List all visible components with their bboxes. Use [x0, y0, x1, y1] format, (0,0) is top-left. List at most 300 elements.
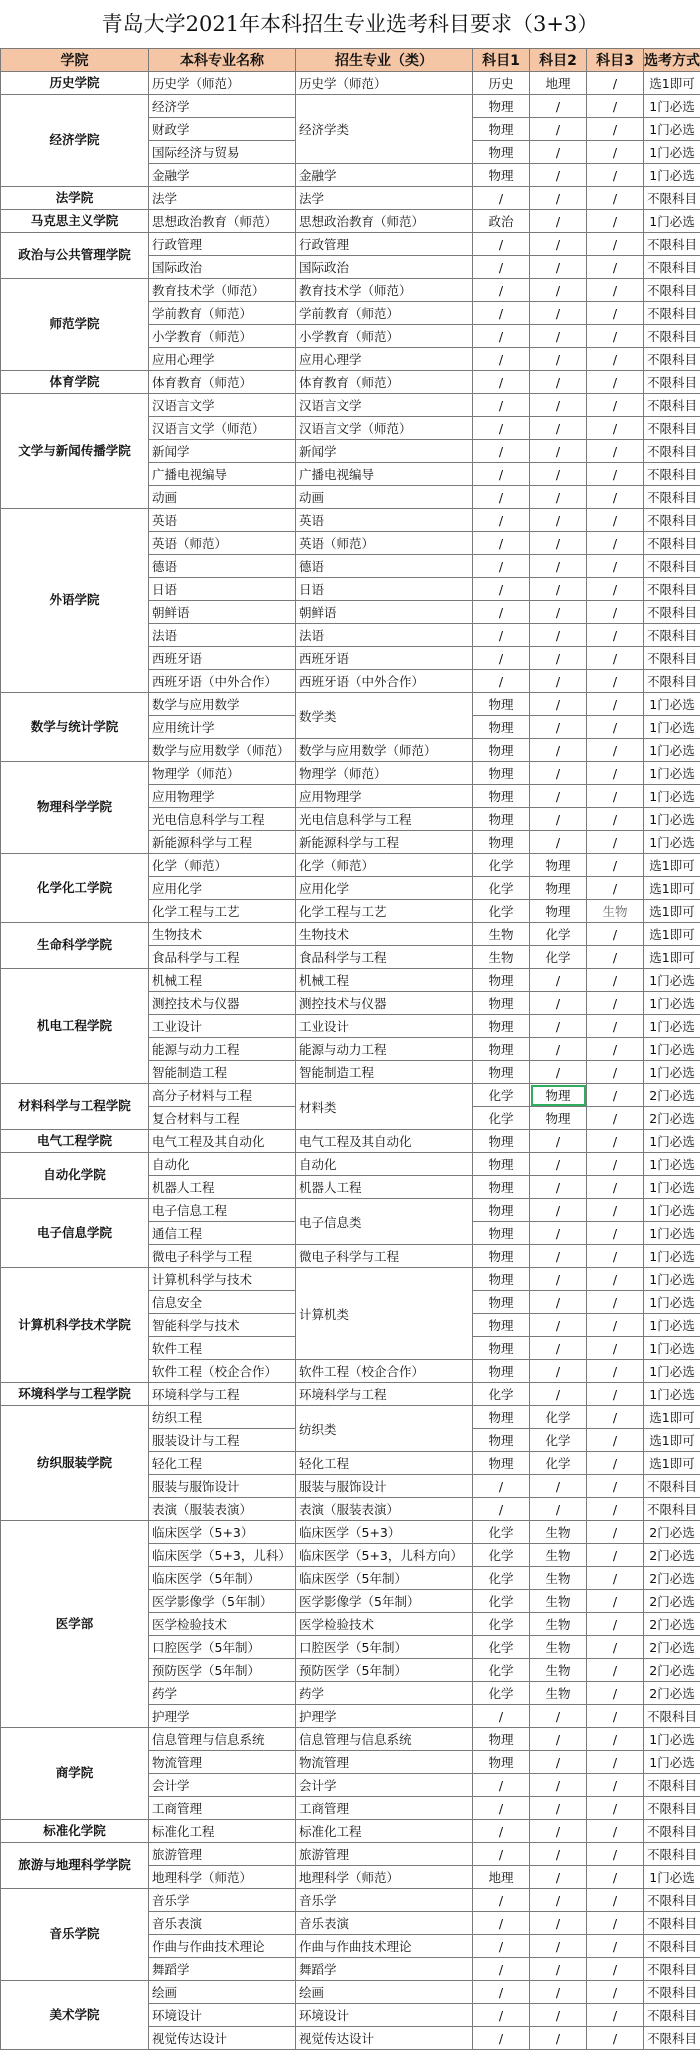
admission-major-cell: 绘画	[296, 1981, 473, 2004]
subject-2-cell: /	[530, 785, 587, 808]
college-cell: 法学院	[1, 187, 149, 210]
admission-major-cell: 电子信息类	[296, 1199, 473, 1245]
subject-1-cell: /	[473, 187, 530, 210]
admission-major-cell: 教育技术学（师范）	[296, 279, 473, 302]
subject-requirements-table	[0, 48, 700, 2050]
subject-1-cell: /	[473, 325, 530, 348]
major-name-cell: 会计学	[149, 1774, 296, 1797]
major-name-cell: 工商管理	[149, 1797, 296, 1820]
header-admission-major: 招生专业（类）	[296, 49, 473, 72]
major-name-cell: 食品科学与工程	[149, 946, 296, 969]
selection-mode-cell: 2门必选	[644, 1544, 700, 1567]
admission-major-cell: 小学教育（师范）	[296, 325, 473, 348]
subject-3-cell: /	[587, 1061, 644, 1084]
selection-mode-cell: 1门必选	[644, 1268, 700, 1291]
subject-1-cell: /	[473, 279, 530, 302]
admission-major-cell: 新能源科学与工程	[296, 831, 473, 854]
selection-mode-cell: 1门必选	[644, 164, 700, 187]
selection-mode-cell: 1门必选	[644, 1061, 700, 1084]
subject-1-cell: 化学	[473, 1521, 530, 1544]
selection-mode-cell: 不限科目	[644, 440, 700, 463]
subject-3-cell: /	[587, 831, 644, 854]
subject-2-cell: /	[530, 371, 587, 394]
selection-mode-cell: 1门必选	[644, 1245, 700, 1268]
admission-major-cell: 临床医学（5年制）	[296, 1567, 473, 1590]
subject-1-cell: /	[473, 1705, 530, 1728]
selection-mode-cell: 选1即可	[644, 946, 700, 969]
subject-3-cell: /	[587, 532, 644, 555]
major-name-cell: 西班牙语（中外合作）	[149, 670, 296, 693]
subject-3-cell: /	[587, 1268, 644, 1291]
major-name-cell: 小学教育（师范）	[149, 325, 296, 348]
subject-3-cell: /	[587, 555, 644, 578]
major-name-cell: 化学工程与工艺	[149, 900, 296, 923]
admission-major-cell: 护理学	[296, 1705, 473, 1728]
major-name-cell: 音乐表演	[149, 1912, 296, 1935]
subject-2-cell: /	[530, 670, 587, 693]
subject-3-cell: /	[587, 1475, 644, 1498]
subject-1-cell: 化学	[473, 1659, 530, 1682]
admission-major-cell: 生物技术	[296, 923, 473, 946]
admission-major-cell: 旅游管理	[296, 1843, 473, 1866]
table-row	[1, 1981, 700, 2004]
subject-1-cell: 物理	[473, 992, 530, 1015]
major-name-cell: 智能制造工程	[149, 1061, 296, 1084]
table-row	[1, 923, 700, 946]
subject-2-cell: 物理	[530, 854, 587, 877]
selection-mode-cell: 1门必选	[644, 1314, 700, 1337]
admission-major-cell: 工商管理	[296, 1797, 473, 1820]
subject-2-cell: /	[530, 348, 587, 371]
subject-2-cell: /	[530, 992, 587, 1015]
selection-mode-cell: 不限科目	[644, 371, 700, 394]
table-row	[1, 233, 700, 256]
subject-2-cell: 化学	[530, 923, 587, 946]
selection-mode-cell: 1门必选	[644, 210, 700, 233]
selection-mode-cell: 1门必选	[644, 95, 700, 118]
subject-2-cell: 化学	[530, 1406, 587, 1429]
subject-1-cell: /	[473, 302, 530, 325]
subject-3-cell: /	[587, 348, 644, 371]
admission-major-cell: 光电信息科学与工程	[296, 808, 473, 831]
subject-2-cell: /	[530, 808, 587, 831]
major-name-cell: 轻化工程	[149, 1452, 296, 1475]
table-row	[1, 1406, 700, 1429]
admission-major-cell: 朝鲜语	[296, 601, 473, 624]
subject-1-cell: /	[473, 440, 530, 463]
subject-3-cell: /	[587, 739, 644, 762]
subject-1-cell: /	[473, 1912, 530, 1935]
subject-3-cell: /	[587, 1176, 644, 1199]
major-name-cell: 日语	[149, 578, 296, 601]
subject-3-cell: /	[587, 325, 644, 348]
admission-major-cell: 新闻学	[296, 440, 473, 463]
major-name-cell: 电气工程及其自动化	[149, 1130, 296, 1153]
admission-major-cell: 能源与动力工程	[296, 1038, 473, 1061]
subject-3-cell: /	[587, 1084, 644, 1107]
subject-1-cell: 政治	[473, 210, 530, 233]
major-name-cell: 计算机科学与技术	[149, 1268, 296, 1291]
subject-1-cell: /	[473, 1774, 530, 1797]
selection-mode-cell: 不限科目	[644, 601, 700, 624]
admission-major-cell: 德语	[296, 555, 473, 578]
subject-3-cell: /	[587, 1314, 644, 1337]
selection-mode-cell: 不限科目	[644, 348, 700, 371]
major-name-cell: 工业设计	[149, 1015, 296, 1038]
admission-major-cell: 机器人工程	[296, 1176, 473, 1199]
subject-1-cell: 生物	[473, 946, 530, 969]
subject-2-cell: /	[530, 762, 587, 785]
subject-1-cell: 物理	[473, 1061, 530, 1084]
major-name-cell: 应用心理学	[149, 348, 296, 371]
admission-major-cell: 金融学	[296, 164, 473, 187]
subject-1-cell: 化学	[473, 877, 530, 900]
selection-mode-cell: 1门必选	[644, 1199, 700, 1222]
subject-3-cell: /	[587, 969, 644, 992]
major-name-cell: 环境设计	[149, 2004, 296, 2027]
table-row	[1, 279, 700, 302]
subject-2-cell: /	[530, 1199, 587, 1222]
selection-mode-cell: 1门必选	[644, 1866, 700, 1889]
subject-1-cell: 生物	[473, 923, 530, 946]
subject-2-cell: 地理	[530, 72, 587, 95]
major-name-cell: 国际政治	[149, 256, 296, 279]
subject-3-cell: /	[587, 256, 644, 279]
subject-2-cell: /	[530, 1176, 587, 1199]
table-row	[1, 1889, 700, 1912]
selection-mode-cell: 1门必选	[644, 1751, 700, 1774]
subject-3-cell: /	[587, 716, 644, 739]
admission-major-cell: 口腔医学（5年制）	[296, 1636, 473, 1659]
college-cell: 环境科学与工程学院	[1, 1383, 149, 1406]
admission-major-cell: 物理学（师范）	[296, 762, 473, 785]
admission-major-cell: 数学类	[296, 693, 473, 739]
table-row	[1, 854, 700, 877]
subject-1-cell: /	[473, 371, 530, 394]
admission-major-cell: 数学与应用数学（师范）	[296, 739, 473, 762]
subject-1-cell: 物理	[473, 1038, 530, 1061]
subject-1-cell: 物理	[473, 762, 530, 785]
subject-1-cell: /	[473, 2027, 530, 2050]
college-cell: 物理科学学院	[1, 762, 149, 854]
table-row	[1, 210, 700, 233]
admission-major-cell: 应用化学	[296, 877, 473, 900]
college-cell: 机电工程学院	[1, 969, 149, 1084]
subject-2-cell: /	[530, 302, 587, 325]
selection-mode-cell: 选1即可	[644, 1429, 700, 1452]
college-cell: 马克思主义学院	[1, 210, 149, 233]
subject-2-cell: /	[530, 1222, 587, 1245]
admission-major-cell: 日语	[296, 578, 473, 601]
college-cell: 美术学院	[1, 1981, 149, 2050]
admission-major-cell: 纺织类	[296, 1406, 473, 1452]
subject-3-cell: /	[587, 1544, 644, 1567]
major-name-cell: 口腔医学（5年制）	[149, 1636, 296, 1659]
major-name-cell: 服装与服饰设计	[149, 1475, 296, 1498]
admission-major-cell: 材料类	[296, 1084, 473, 1130]
admission-major-cell: 工业设计	[296, 1015, 473, 1038]
major-name-cell: 经济学	[149, 95, 296, 118]
table-row	[1, 1084, 700, 1107]
major-name-cell: 学前教育（师范）	[149, 302, 296, 325]
subject-1-cell: /	[473, 348, 530, 371]
subject-2-cell: /	[530, 1337, 587, 1360]
subject-1-cell: 物理	[473, 1176, 530, 1199]
selection-mode-cell: 不限科目	[644, 1981, 700, 2004]
college-cell: 政治与公共管理学院	[1, 233, 149, 279]
major-name-cell: 朝鲜语	[149, 601, 296, 624]
selection-mode-cell: 1门必选	[644, 1130, 700, 1153]
subject-2-cell: /	[530, 394, 587, 417]
subject-1-cell: 物理	[473, 716, 530, 739]
table-row	[1, 371, 700, 394]
subject-2-cell: /	[530, 2004, 587, 2027]
subject-2-cell: /	[530, 1015, 587, 1038]
subject-3-cell: /	[587, 463, 644, 486]
subject-3-cell: /	[587, 1751, 644, 1774]
subject-2-cell: /	[530, 1935, 587, 1958]
major-name-cell: 测控技术与仪器	[149, 992, 296, 1015]
selection-mode-cell: 不限科目	[644, 1498, 700, 1521]
subject-3-cell: /	[587, 1797, 644, 1820]
subject-1-cell: 物理	[473, 141, 530, 164]
major-name-cell: 广播电视编导	[149, 463, 296, 486]
subject-1-cell: 物理	[473, 1199, 530, 1222]
subject-2-cell: /	[530, 578, 587, 601]
subject-1-cell: 物理	[473, 1222, 530, 1245]
subject-1-cell: 化学	[473, 900, 530, 923]
admission-major-cell: 医学检验技术	[296, 1613, 473, 1636]
subject-1-cell: 物理	[473, 1452, 530, 1475]
admission-major-cell: 软件工程（校企合作）	[296, 1360, 473, 1383]
admission-major-cell: 标准化工程	[296, 1820, 473, 1843]
subject-2-cell: /	[530, 2027, 587, 2050]
selection-mode-cell: 1门必选	[644, 1038, 700, 1061]
table-row	[1, 1820, 700, 1843]
subject-3-cell: /	[587, 1659, 644, 1682]
subject-1-cell: /	[473, 1935, 530, 1958]
subject-1-cell: /	[473, 1475, 530, 1498]
selection-mode-cell: 不限科目	[644, 1774, 700, 1797]
table-row	[1, 1843, 700, 1866]
subject-1-cell: 物理	[473, 785, 530, 808]
college-cell: 材料科学与工程学院	[1, 1084, 149, 1130]
subject-2-cell: /	[530, 325, 587, 348]
subject-1-cell: 物理	[473, 1153, 530, 1176]
table-row	[1, 1728, 700, 1751]
admission-major-cell: 应用心理学	[296, 348, 473, 371]
subject-3-cell: 生物	[587, 900, 644, 923]
subject-3-cell: /	[587, 1245, 644, 1268]
subject-2-cell: /	[530, 969, 587, 992]
subject-1-cell: 物理	[473, 1015, 530, 1038]
subject-2-cell: /	[530, 624, 587, 647]
college-cell: 化学化工学院	[1, 854, 149, 923]
selection-mode-cell: 不限科目	[644, 670, 700, 693]
subject-3-cell: /	[587, 578, 644, 601]
subject-2-cell: /	[530, 1866, 587, 1889]
subject-2-cell: /	[530, 532, 587, 555]
subject-3-cell: /	[587, 118, 644, 141]
selection-mode-cell: 不限科目	[644, 647, 700, 670]
subject-3-cell: /	[587, 210, 644, 233]
selection-mode-cell: 2门必选	[644, 1590, 700, 1613]
selection-mode-cell: 不限科目	[644, 1705, 700, 1728]
selection-mode-cell: 2门必选	[644, 1084, 700, 1107]
admission-major-cell: 作曲与作曲技术理论	[296, 1935, 473, 1958]
major-name-cell: 药学	[149, 1682, 296, 1705]
admission-major-cell: 临床医学（5+3，儿科方向）	[296, 1544, 473, 1567]
subject-3-cell: /	[587, 1406, 644, 1429]
major-name-cell: 绘画	[149, 1981, 296, 2004]
subject-3-cell: /	[587, 1958, 644, 1981]
admission-major-cell: 英语	[296, 509, 473, 532]
selection-mode-cell: 不限科目	[644, 2004, 700, 2027]
selection-mode-cell: 1门必选	[644, 785, 700, 808]
subject-3-cell: /	[587, 808, 644, 831]
subject-2-cell: /	[530, 1360, 587, 1383]
major-name-cell: 信息管理与信息系统	[149, 1728, 296, 1751]
table-row	[1, 394, 700, 417]
subject-1-cell: 化学	[473, 1636, 530, 1659]
subject-1-cell: /	[473, 463, 530, 486]
subject-1-cell: 物理	[473, 1245, 530, 1268]
college-cell: 体育学院	[1, 371, 149, 394]
subject-3-cell: /	[587, 1820, 644, 1843]
subject-3-cell: /	[587, 509, 644, 532]
subject-1-cell: 历史	[473, 72, 530, 95]
subject-1-cell: /	[473, 1958, 530, 1981]
subject-3-cell: /	[587, 302, 644, 325]
subject-2-cell: /	[530, 1153, 587, 1176]
selection-mode-cell: 不限科目	[644, 302, 700, 325]
subject-1-cell: 化学	[473, 1682, 530, 1705]
subject-2-cell: /	[530, 1291, 587, 1314]
subject-1-cell: /	[473, 647, 530, 670]
subject-3-cell: /	[587, 1107, 644, 1130]
subject-2-cell: /	[530, 601, 587, 624]
subject-3-cell: /	[587, 1130, 644, 1153]
subject-3-cell: /	[587, 946, 644, 969]
major-name-cell: 化学（师范）	[149, 854, 296, 877]
major-name-cell: 生物技术	[149, 923, 296, 946]
selection-mode-cell: 1门必选	[644, 118, 700, 141]
major-name-cell: 作曲与作曲技术理论	[149, 1935, 296, 1958]
subject-2-cell: 生物	[530, 1590, 587, 1613]
subject-3-cell: /	[587, 1360, 644, 1383]
subject-3-cell: /	[587, 1590, 644, 1613]
major-name-cell: 临床医学（5+3）	[149, 1521, 296, 1544]
subject-2-cell: 生物	[530, 1613, 587, 1636]
subject-2-cell: /	[530, 1038, 587, 1061]
major-name-cell: 西班牙语	[149, 647, 296, 670]
selection-mode-cell: 不限科目	[644, 1820, 700, 1843]
header-college: 学院	[1, 49, 149, 72]
subject-1-cell: /	[473, 2004, 530, 2027]
subject-3-cell: /	[587, 279, 644, 302]
subject-3-cell: /	[587, 164, 644, 187]
table-row	[1, 1521, 700, 1544]
major-name-cell: 教育技术学（师范）	[149, 279, 296, 302]
subject-1-cell: /	[473, 1889, 530, 1912]
subject-1-cell: /	[473, 486, 530, 509]
admission-major-cell: 电气工程及其自动化	[296, 1130, 473, 1153]
admission-major-cell: 体育教育（师范）	[296, 371, 473, 394]
selection-mode-cell: 选1即可	[644, 900, 700, 923]
subject-2-cell: /	[530, 417, 587, 440]
subject-3-cell: /	[587, 1889, 644, 1912]
header-major-name: 本科专业名称	[149, 49, 296, 72]
subject-2-cell: /	[530, 440, 587, 463]
major-name-cell: 应用物理学	[149, 785, 296, 808]
major-name-cell: 国际经济与贸易	[149, 141, 296, 164]
selection-mode-cell: 1门必选	[644, 1728, 700, 1751]
admission-major-cell: 化学工程与工艺	[296, 900, 473, 923]
subject-1-cell: 物理	[473, 95, 530, 118]
selection-mode-cell: 不限科目	[644, 1912, 700, 1935]
major-name-cell: 英语	[149, 509, 296, 532]
subject-2-cell: /	[530, 141, 587, 164]
subject-1-cell: /	[473, 670, 530, 693]
admission-major-cell: 轻化工程	[296, 1452, 473, 1475]
subject-2-cell: /	[530, 187, 587, 210]
subject-1-cell: /	[473, 394, 530, 417]
table-row	[1, 72, 700, 95]
major-name-cell: 德语	[149, 555, 296, 578]
major-name-cell: 舞蹈学	[149, 1958, 296, 1981]
subject-1-cell: 化学	[473, 1544, 530, 1567]
subject-3-cell: /	[587, 1682, 644, 1705]
major-name-cell: 数学与应用数学	[149, 693, 296, 716]
selection-mode-cell: 不限科目	[644, 279, 700, 302]
admission-major-cell: 行政管理	[296, 233, 473, 256]
subject-3-cell: /	[587, 141, 644, 164]
admission-major-cell: 化学（师范）	[296, 854, 473, 877]
selection-mode-cell: 1门必选	[644, 1222, 700, 1245]
admission-major-cell: 国际政治	[296, 256, 473, 279]
subject-1-cell: /	[473, 601, 530, 624]
admission-major-cell: 地理科学（师范）	[296, 1866, 473, 1889]
subject-3-cell: /	[587, 854, 644, 877]
major-name-cell: 法学	[149, 187, 296, 210]
admission-major-cell: 机械工程	[296, 969, 473, 992]
admission-major-cell: 西班牙语（中外合作）	[296, 670, 473, 693]
subject-2-cell: /	[530, 1383, 587, 1406]
college-cell: 生命科学学院	[1, 923, 149, 969]
subject-3-cell: /	[587, 923, 644, 946]
subject-2-cell: 物理	[530, 1084, 587, 1107]
subject-3-cell: /	[587, 1038, 644, 1061]
major-name-cell: 通信工程	[149, 1222, 296, 1245]
subject-1-cell: 化学	[473, 1107, 530, 1130]
subject-3-cell: /	[587, 1866, 644, 1889]
subject-2-cell: /	[530, 693, 587, 716]
subject-3-cell: /	[587, 647, 644, 670]
subject-2-cell: 生物	[530, 1567, 587, 1590]
subject-1-cell: /	[473, 1820, 530, 1843]
admission-major-cell: 自动化	[296, 1153, 473, 1176]
subject-2-cell: 物理	[530, 900, 587, 923]
subject-3-cell: /	[587, 72, 644, 95]
admission-major-cell: 医学影像学（5年制）	[296, 1590, 473, 1613]
subject-1-cell: 物理	[473, 164, 530, 187]
subject-2-cell: 生物	[530, 1544, 587, 1567]
subject-1-cell: 物理	[473, 1429, 530, 1452]
major-name-cell: 机器人工程	[149, 1176, 296, 1199]
selection-mode-cell: 1门必选	[644, 992, 700, 1015]
admission-major-cell: 学前教育（师范）	[296, 302, 473, 325]
subject-3-cell: /	[587, 1222, 644, 1245]
